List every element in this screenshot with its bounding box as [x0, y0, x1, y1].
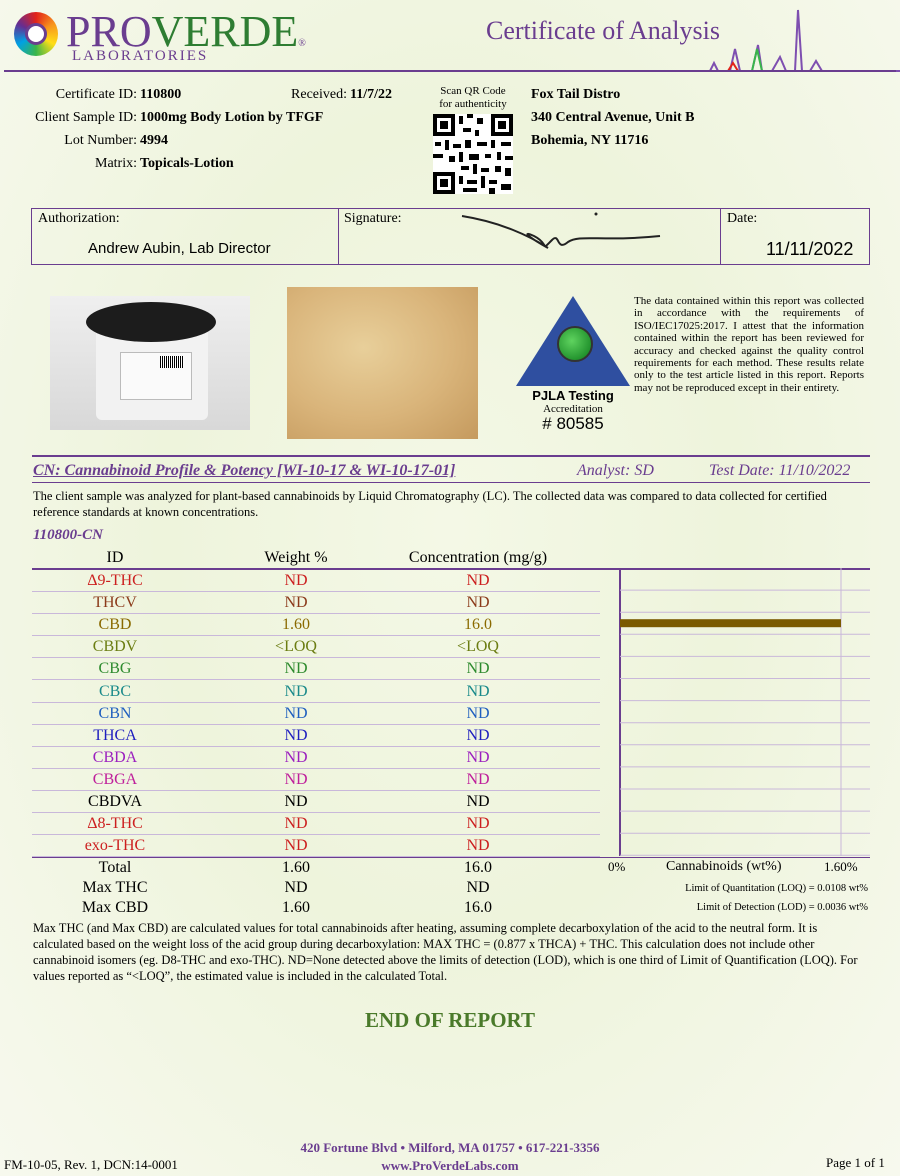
logo-rainbow-icon [14, 12, 58, 56]
total-id: Max THC [82, 879, 148, 896]
qr-caption: Scan QR Code for authenticity [439, 85, 507, 110]
col-weight-header: Weight % [264, 549, 328, 566]
pjla-sub: Accreditation [543, 403, 603, 415]
cell-id: CBD [98, 616, 132, 634]
table-row [32, 636, 600, 658]
matrix-label: Matrix: [95, 156, 137, 171]
cannabinoid-chart [600, 568, 870, 858]
cell-id: CBDV [92, 638, 138, 656]
total-conc: ND [466, 879, 490, 896]
cell-conc: 16.0 [464, 616, 492, 634]
client-sample-value: 1000mg Body Lotion by TFGF [140, 110, 324, 125]
sample-code: 110800-CN [33, 527, 104, 543]
pjla-name: PJLA Testing [532, 388, 614, 403]
cn-title-divider [32, 482, 870, 483]
authorization-label: Authorization: [38, 211, 120, 226]
cell-id: CBDA [92, 748, 138, 766]
table-bottom-divider [32, 857, 870, 858]
cell-weight: ND [284, 704, 308, 722]
cell-id: Δ8-THC [87, 815, 143, 833]
cell-id: CBN [98, 704, 132, 722]
sample-photo-lotion [287, 287, 478, 439]
end-of-report: END OF REPORT [365, 1008, 535, 1032]
pjla-number: # 80585 [542, 414, 604, 433]
form-number: FM-10-05, Rev. 1, DCN:14-0001 [4, 1157, 178, 1172]
footer-address: 420 Fortune Blvd • Milford, MA 01757 • 617-221-3356 [300, 1140, 600, 1155]
table-row [32, 725, 600, 747]
brand-subtitle: LABORATORIES [72, 48, 209, 64]
table-row [32, 813, 600, 835]
barcode-icon [160, 356, 184, 368]
qr-code[interactable] [433, 114, 513, 194]
cn-top-divider [32, 455, 870, 457]
cell-id: THCV [93, 594, 137, 612]
chromatogram-icon [700, 5, 900, 73]
table-row [32, 592, 600, 614]
cell-id: CBC [98, 682, 131, 700]
footer-website[interactable]: www.ProVerdeLabs.com [381, 1158, 519, 1173]
cell-weight: ND [284, 793, 308, 810]
loq-note: Limit of Quantitation (LOQ) = 0.0108 wt% [685, 883, 868, 894]
cell-conc: ND [466, 837, 490, 855]
client-address-line2: Bohemia, NY 11716 [531, 133, 649, 148]
table-row [32, 747, 600, 769]
lot-number-value: 4994 [140, 133, 168, 148]
jar-lid [86, 302, 216, 342]
total-conc: 16.0 [464, 859, 492, 876]
cell-conc: ND [466, 815, 490, 833]
page-number: Page 1 of 1 [826, 1155, 885, 1170]
chart-bar-cbd [620, 619, 841, 627]
table-row [32, 614, 600, 636]
cell-weight: ND [284, 594, 308, 612]
total-id: Total [98, 859, 132, 876]
cell-id: Δ9-THC [87, 572, 143, 589]
cell-weight: 1.60 [282, 616, 310, 634]
signature-image [460, 208, 670, 264]
test-date: Test Date: 11/10/2022 [709, 462, 851, 479]
cn-intro: The client sample was analyzed for plant-based cannabinoids by Liquid Chromatography (LC). The collected data was compared to data collected for certified reference standards at known concentrations. [33, 489, 827, 519]
total-weight: ND [284, 879, 308, 896]
cell-conc: ND [466, 726, 490, 744]
calculation-notes: Max THC (and Max CBD) are calculated values for total cannabinoids after heating, assuming complete decarboxylation of the acid to the neutral form. It is calculated based on the weight loss of the acid group during decarboxylation: MAX THC = (0.877 x THCA) + THC. This calculation does not include other cannabinoid isomers (eg. D8-THC and exo-THC). ND=None detected above the limits of detection (LOD), which is one third of Limit of Quantification (LOQ). For values reported as “<LOQ”, the estimated value is included in the calculated Total. [33, 921, 858, 983]
matrix-value: Topicals-Lotion [140, 156, 234, 171]
client-name: Fox Tail Distro [531, 87, 621, 102]
certificate-id-value: 110800 [140, 87, 182, 102]
lod-note: Limit of Detection (LOD) = 0.0036 wt% [696, 902, 868, 913]
cell-conc: <LOQ [457, 638, 499, 656]
cell-conc: ND [466, 748, 490, 766]
table-row [32, 835, 600, 857]
cell-weight: ND [284, 815, 308, 833]
total-id: Max CBD [81, 899, 149, 916]
header-divider [4, 70, 896, 72]
cell-conc: ND [466, 682, 490, 700]
cell-conc: ND [466, 660, 490, 678]
client-sample-label: Client Sample ID: [35, 110, 137, 125]
lot-number-label: Lot Number: [64, 133, 137, 148]
cell-weight: ND [284, 726, 308, 744]
cell-conc: ND [466, 572, 490, 589]
chart-xlabel: Cannabinoids (wt%) [666, 859, 782, 874]
col-conc-header: Concentration (mg/g) [408, 549, 548, 566]
table-row [32, 570, 600, 592]
cell-id: CBGA [92, 770, 138, 788]
received-label: Received: [291, 87, 347, 102]
client-address-line1: 340 Central Avenue, Unit B [531, 110, 695, 125]
received-value: 11/7/22 [350, 87, 393, 102]
table-row [32, 681, 600, 703]
cell-id: exo-THC [84, 837, 146, 855]
table-row [32, 769, 600, 791]
brand-logo: PROVERDE® [66, 7, 306, 56]
authorization-value: Andrew Aubin, Lab Director [88, 240, 271, 257]
total-conc: 16.0 [464, 899, 492, 916]
table-row [32, 658, 600, 680]
cell-id: CBG [98, 660, 132, 678]
signature-label: Signature: [344, 211, 402, 226]
cell-conc: ND [466, 793, 490, 810]
auth-divider-1 [338, 208, 339, 265]
cell-conc: ND [466, 704, 490, 722]
cell-weight: ND [284, 572, 308, 589]
total-weight: 1.60 [282, 859, 310, 876]
cn-title: CN: Cannabinoid Profile & Potency [WI-10-17 & WI-10-17-01] [33, 462, 456, 479]
analyst: Analyst: SD [577, 462, 654, 479]
cell-weight: ND [284, 660, 308, 678]
document-title: Certificate of Analysis [486, 16, 720, 45]
cell-id: THCA [93, 726, 137, 744]
table-row [32, 703, 600, 725]
chart-xmin-label: 0% [608, 859, 626, 874]
certificate-id-label: Certificate ID: [55, 87, 137, 102]
col-id-header: ID [106, 549, 124, 566]
cell-weight: ND [284, 748, 308, 766]
table-row [32, 791, 600, 813]
cell-weight: ND [284, 770, 308, 788]
cell-weight: ND [284, 682, 308, 700]
date-value: 11/11/2022 [766, 239, 854, 259]
total-weight: 1.60 [282, 899, 310, 916]
date-label: Date: [727, 211, 758, 226]
cell-weight: <LOQ [275, 638, 317, 656]
accreditation-statement: The data contained within this report was collected in accordance with the requirements of ISO/IEC17025:2017. I attest that the information contained within the report has been reviewed for accuracy and checked against the quality control requirements for each method. These results relate only to the test article listed in this report. Reports may not be reproduced except in their entirety. [634, 295, 864, 394]
cell-id: CBDVA [88, 793, 142, 810]
chart-xmax-label: 1.60% [824, 859, 858, 874]
cell-conc: ND [466, 770, 490, 788]
auth-divider-2 [720, 208, 721, 265]
cell-weight: ND [284, 837, 308, 855]
cell-conc: ND [466, 594, 490, 612]
atom-icon [557, 326, 593, 362]
